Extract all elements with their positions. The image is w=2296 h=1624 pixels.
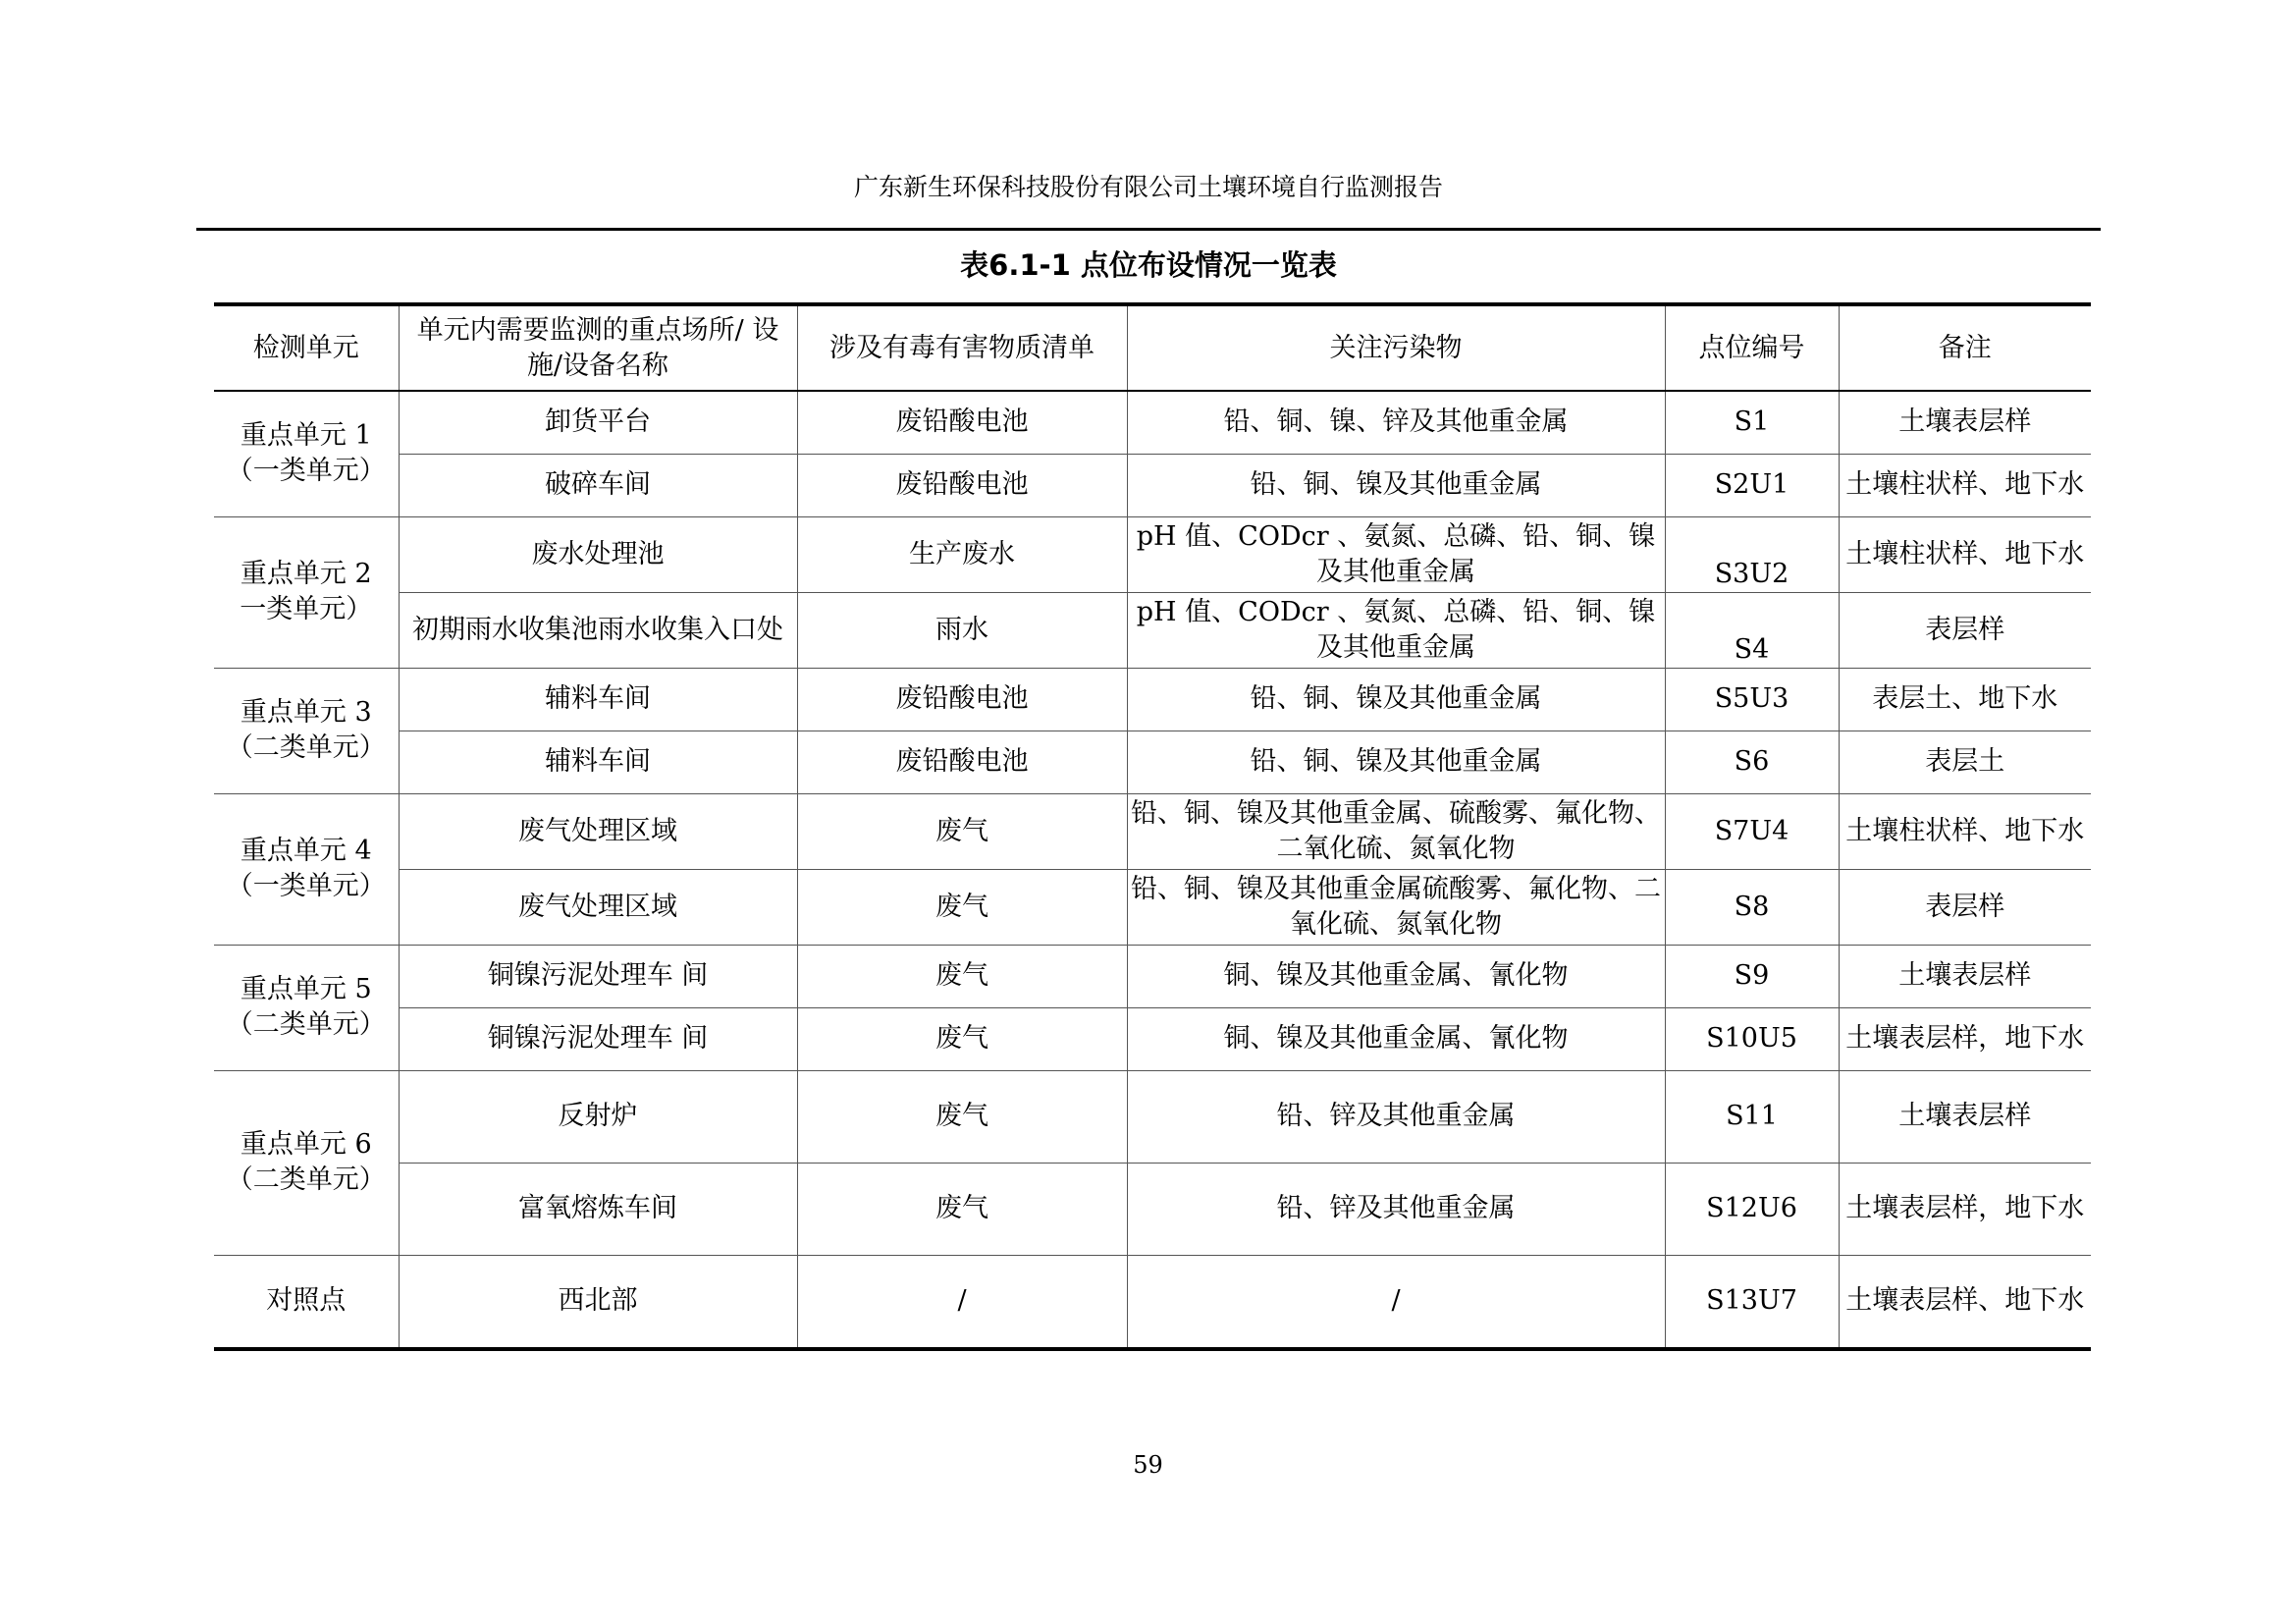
table-row: [214, 731, 2091, 793]
point-id-cell: S3U2: [1665, 516, 1839, 592]
column-header: 检测单元: [214, 304, 399, 391]
remark-cell: 土壤表层样: [1839, 945, 2091, 1007]
pollutants-cell: /: [1127, 1255, 1665, 1349]
pollutants-cell: 铅、铜、镍及其他重金属: [1127, 731, 1665, 793]
pollutants-cell: 铅、铜、镍及其他重金属: [1127, 668, 1665, 731]
pollutants-cell: 铅、锌及其他重金属: [1127, 1070, 1665, 1163]
unit-name: 重点单元 1: [240, 420, 372, 452]
unit-category: （二类单元）: [226, 732, 386, 763]
unit-category: （二类单元）: [226, 1164, 386, 1195]
substances-cell: 废铅酸电池: [797, 454, 1127, 516]
substances-cell: 废气: [797, 1070, 1127, 1163]
remark-cell: 表层土、地下水: [1839, 668, 2091, 731]
header-divider: [196, 228, 2101, 231]
table-row: [214, 1007, 2091, 1070]
unit-cell: [214, 391, 399, 516]
remark-cell: 土壤表层样: [1839, 391, 2091, 454]
column-header: 关注污染物: [1127, 304, 1665, 391]
pollutants-cell: 铜、镍及其他重金属、氰化物: [1127, 1007, 1665, 1070]
facility-cell: 废水处理池: [399, 516, 797, 592]
facility-cell: 破碎车间: [399, 454, 797, 516]
point-id-cell: S8: [1665, 869, 1839, 945]
column-header: 涉及有毒有害物质清单: [797, 304, 1127, 391]
facility-cell: 反射炉: [399, 1070, 797, 1163]
point-id-cell: S10U5: [1665, 1007, 1839, 1070]
substances-cell: /: [797, 1255, 1127, 1349]
substances-cell: 废气: [797, 1163, 1127, 1255]
unit-name: 重点单元 5: [240, 974, 372, 1004]
pollutants-cell: 铅、铜、镍及其他重金属硫酸雾、氟化物、二氧化硫、氮氧化物: [1127, 869, 1665, 945]
pollutants-cell: 铅、铜、镍、锌及其他重金属: [1127, 391, 1665, 454]
point-id-cell: S6: [1665, 731, 1839, 793]
table-row: [214, 668, 2091, 731]
point-id-cell: S4: [1665, 592, 1839, 668]
remark-cell: 表层土: [1839, 731, 2091, 793]
substances-cell: 废气: [797, 793, 1127, 869]
pollutants-cell: 铅、锌及其他重金属: [1127, 1163, 1665, 1255]
point-id-cell: S11: [1665, 1070, 1839, 1163]
unit-cell: [214, 1255, 399, 1349]
point-id-cell: S7U4: [1665, 793, 1839, 869]
pollutants-cell: 铅、铜、镍及其他重金属: [1127, 454, 1665, 516]
table-row: [214, 1163, 2091, 1255]
unit-cell: [214, 945, 399, 1070]
substances-cell: 生产废水: [797, 516, 1127, 592]
point-id-cell: S9: [1665, 945, 1839, 1007]
facility-cell: 初期雨水收集池雨水收集入口处: [399, 592, 797, 668]
table-row: [214, 454, 2091, 516]
unit-category: 一类单元）: [240, 594, 373, 624]
facility-cell: 辅料车间: [399, 668, 797, 731]
facility-cell: 富氧熔炼车间: [399, 1163, 797, 1255]
point-id-cell: S2U1: [1665, 454, 1839, 516]
unit-name: 重点单元 6: [240, 1129, 372, 1160]
remark-cell: 土壤表层样，地下水: [1839, 1163, 2091, 1255]
table-row: [214, 516, 2091, 592]
facility-cell: 铜镍污泥处理车 间: [399, 945, 797, 1007]
facility-cell: 铜镍污泥处理车 间: [399, 1007, 797, 1070]
facility-cell: 西北部: [399, 1255, 797, 1349]
table-row: [214, 793, 2091, 869]
unit-cell: [214, 793, 399, 945]
remark-cell: 土壤柱状样、地下水: [1839, 793, 2091, 869]
facility-cell: 辅料车间: [399, 731, 797, 793]
point-id-cell: S1: [1665, 391, 1839, 454]
remark-cell: 土壤柱状样、地下水: [1839, 516, 2091, 592]
point-id-cell: S13U7: [1665, 1255, 1839, 1349]
unit-category: （一类单元）: [226, 871, 386, 901]
unit-name: 对照点: [266, 1285, 347, 1317]
remark-cell: 表层样: [1839, 869, 2091, 945]
pollutants-cell: pH 值、CODcr 、氨氮、总磷、铅、铜、镍及其他重金属: [1127, 516, 1665, 592]
facility-cell: 废气处理区域: [399, 793, 797, 869]
report-header-title: 广东新生环保科技股份有限公司土壤环境自行监测报告: [853, 173, 1443, 201]
page-number: 59: [1133, 1451, 1163, 1479]
unit-cell: [214, 668, 399, 793]
point-id-cell: S12U6: [1665, 1163, 1839, 1255]
unit-name: 重点单元 4: [240, 836, 372, 866]
table-row: [214, 945, 2091, 1007]
remark-cell: 土壤表层样，地下水: [1839, 1007, 2091, 1070]
pollutants-cell: pH 值、CODcr 、氨氮、总磷、铅、铜、镍及其他重金属: [1127, 592, 1665, 668]
monitoring-points-table: [214, 302, 2091, 1351]
remark-cell: 土壤表层样: [1839, 1070, 2091, 1163]
substances-cell: 废铅酸电池: [797, 731, 1127, 793]
remark-cell: 表层样: [1839, 592, 2091, 668]
unit-category: （一类单元）: [226, 456, 386, 487]
column-header: 点位编号: [1665, 304, 1839, 391]
unit-cell: [214, 1070, 399, 1255]
pollutants-cell: 铜、镍及其他重金属、氰化物: [1127, 945, 1665, 1007]
table-row: [214, 592, 2091, 668]
substances-cell: 废气: [797, 945, 1127, 1007]
remark-cell: 土壤表层样、地下水: [1839, 1255, 2091, 1349]
table-row: [214, 391, 2091, 454]
unit-cell: [214, 516, 399, 668]
column-header: 备注: [1839, 304, 2091, 391]
facility-cell: 废气处理区域: [399, 869, 797, 945]
table-row: [214, 1070, 2091, 1163]
remark-cell: 土壤柱状样、地下水: [1839, 454, 2091, 516]
unit-category: （二类单元）: [226, 1009, 386, 1040]
column-header: 单元内需要监测的重点场所/ 设施/设备名称: [399, 304, 797, 391]
substances-cell: 废气: [797, 1007, 1127, 1070]
unit-name: 重点单元 3: [240, 697, 372, 728]
table-row: [214, 869, 2091, 945]
substances-cell: 雨水: [797, 592, 1127, 668]
substances-cell: 废气: [797, 869, 1127, 945]
point-id-cell: S5U3: [1665, 668, 1839, 731]
substances-cell: 废铅酸电池: [797, 668, 1127, 731]
table-row: [214, 1255, 2091, 1349]
table-caption: 表6.1-1 点位布设情况一览表: [960, 248, 1337, 282]
pollutants-cell: 铅、铜、镍及其他重金属、硫酸雾、氟化物、二氧化硫、氮氧化物: [1127, 793, 1665, 869]
table-header-row: [214, 304, 2091, 391]
unit-name: 重点单元 2: [240, 559, 372, 589]
substances-cell: 废铅酸电池: [797, 391, 1127, 454]
facility-cell: 卸货平台: [399, 391, 797, 454]
